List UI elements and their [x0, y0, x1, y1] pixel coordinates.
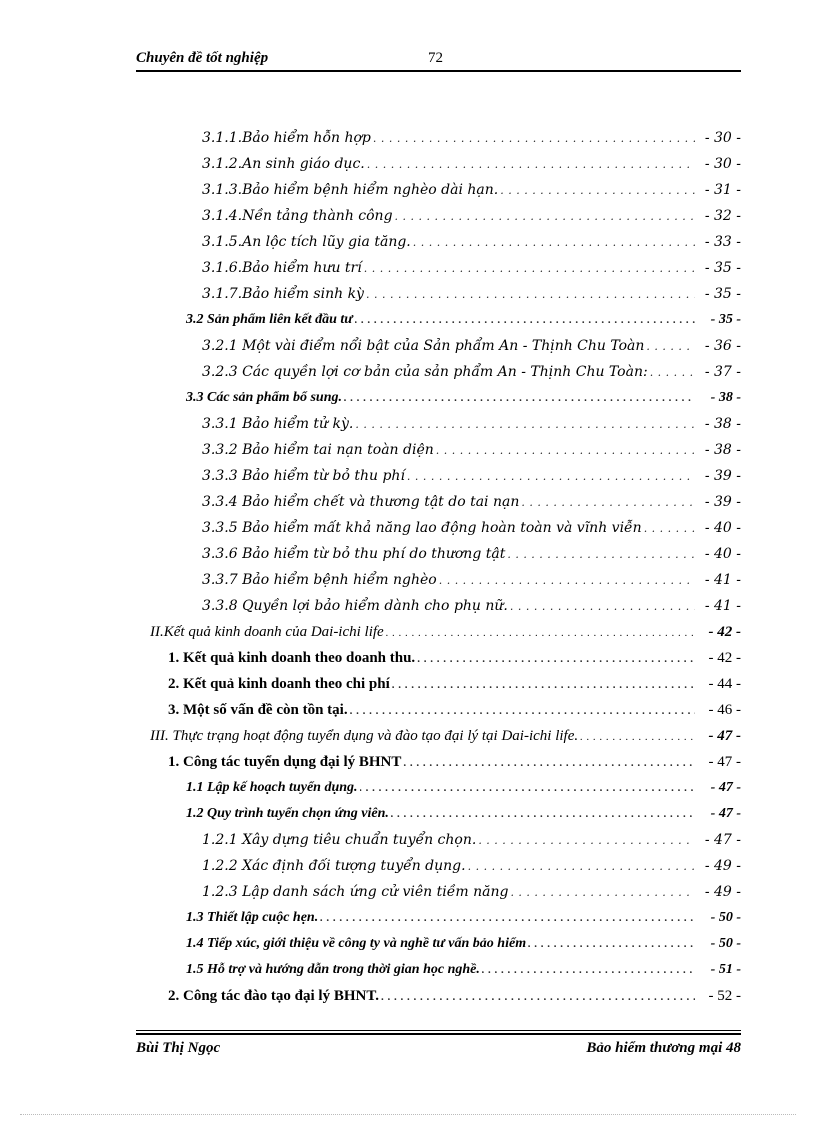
toc-entry-page: - 40 - — [704, 546, 741, 562]
toc-entry[interactable] — [202, 572, 741, 596]
toc-entry[interactable] — [202, 546, 741, 570]
toc-entry-page: - 50 - — [710, 910, 741, 925]
toc-entry[interactable] — [202, 858, 741, 882]
toc-entry-label: Bảo hiểm sinh kỳ — [242, 286, 364, 302]
toc-entry[interactable] — [202, 208, 741, 232]
toc-leader-dots — [436, 444, 695, 457]
toc-entry-label: 1.3 Thiết lập cuộc hẹn. — [186, 910, 319, 925]
toc-leader-dots — [644, 522, 695, 535]
toc-leader-dots — [386, 627, 695, 639]
toc-entry-page: - 51 - — [710, 962, 741, 977]
toc-entry[interactable] — [202, 130, 741, 154]
toc-leader-dots — [468, 860, 695, 873]
toc-leader-dots — [510, 600, 695, 613]
toc-entry[interactable] — [202, 364, 741, 388]
toc-entry-page: - 32 - — [704, 208, 741, 224]
toc-entry-page: - 31 - — [704, 182, 741, 198]
toc-entry-label: Bảo hiểm bệnh hiểm nghèo dài hạn. — [242, 182, 499, 198]
toc-entry[interactable] — [186, 312, 741, 336]
toc-leader-dots — [395, 210, 695, 223]
toc-entry-label: An lộc tích lũy gia tăng. — [242, 234, 411, 250]
toc-entry-label: Bảo hiểm hỗn hợp — [242, 130, 371, 146]
toc-leader-dots — [360, 782, 695, 794]
toc-entry-label: 3.3.4 Bảo hiểm chết và thương tật do tai nạn — [202, 494, 520, 510]
toc-entry-label: 2. Công tác đào tạo đại lý BHNT. — [168, 988, 379, 1004]
toc-entry[interactable] — [202, 442, 741, 466]
toc-leader-dots — [364, 262, 695, 275]
document-title: Chuyên đề tốt nghiệp — [136, 50, 269, 66]
toc-leader-dots — [350, 705, 695, 717]
toc-leader-dots — [417, 653, 695, 665]
toc-entry-label: Kết quả kinh doanh của Dai-ichi life — [163, 624, 384, 640]
toc-entry-page: - 40 - — [704, 520, 741, 536]
toc-entry-label: 1. Công tác tuyển dụng đại lý BHNT — [168, 754, 402, 770]
toc-entry-page: - 35 - — [704, 286, 741, 302]
toc-entry[interactable] — [168, 650, 741, 674]
page-number: 72 — [428, 50, 443, 66]
toc-entry-number: 3.1.2. — [202, 156, 243, 172]
toc-entry-label: Bảo hiểm hưu trí — [242, 260, 362, 276]
toc-leader-dots — [528, 938, 695, 950]
toc-leader-dots — [478, 834, 695, 847]
toc-entry-label: 3.2.3 Các quyền lợi cơ bản của sản phẩm An - Thịnh Chu Toàn: — [202, 364, 648, 380]
toc-leader-dots — [650, 366, 695, 379]
header-rule — [136, 70, 741, 72]
toc-entry-page: - 52 - — [708, 988, 741, 1004]
toc-entry-label: An sinh giáo dục. — [242, 156, 365, 172]
toc-entry-label: 1. Kết quả kinh doanh theo doanh thu. — [168, 650, 416, 666]
toc-entry-page: - 30 - — [704, 130, 741, 146]
toc-entry[interactable] — [202, 416, 741, 440]
toc-entry[interactable] — [202, 234, 741, 258]
toc-entry-page: - 30 - — [704, 156, 741, 172]
toc-entry-number: 3.1.7. — [202, 286, 243, 302]
toc-entry-label: 3.3.6 Bảo hiểm từ bỏ thu phí do thương tật — [202, 546, 506, 562]
toc-entry[interactable] — [186, 962, 741, 986]
toc-entry-label: 3. Một số vấn đề còn tồn tại. — [168, 702, 348, 718]
toc-entry-page: - 47 - — [710, 780, 741, 795]
toc-entry-chapter[interactable] — [150, 728, 741, 752]
toc-entry-page: - 49 - — [704, 884, 741, 900]
page-footer — [136, 1030, 741, 1070]
toc-entry[interactable] — [202, 494, 741, 518]
toc-entry[interactable] — [202, 260, 741, 284]
toc-entry-page: - 44 - — [708, 676, 741, 692]
toc-entry-chapter[interactable] — [150, 624, 741, 648]
toc-entry[interactable] — [202, 520, 741, 544]
toc-entry-page: - 41 - — [704, 572, 741, 588]
toc-leader-dots — [439, 574, 695, 587]
toc-entry-page: - 39 - — [704, 494, 741, 510]
toc-entry-label: 1.2 Quy trình tuyển chọn ứng viên. — [186, 806, 389, 821]
toc-entry-number: 3.1.5. — [202, 234, 243, 250]
toc-leader-dots — [403, 757, 695, 769]
page-header — [136, 46, 741, 74]
toc-entry-page: - 42 - — [708, 650, 741, 666]
toc-leader-dots — [507, 548, 695, 561]
toc-entry-page: - 33 - — [704, 234, 741, 250]
toc-leader-dots — [482, 964, 695, 976]
toc-entry-page: - 38 - — [710, 390, 741, 405]
toc-entry-page: - 41 - — [704, 598, 741, 614]
toc-entry[interactable] — [186, 780, 741, 804]
toc-leader-dots — [344, 392, 695, 404]
toc-entry-label: Nền tảng thành công — [242, 208, 393, 224]
toc-leader-dots — [391, 808, 695, 820]
toc-entry[interactable] — [186, 806, 741, 830]
toc-leader-dots — [413, 236, 695, 249]
toc-entry-page: - 47 - — [710, 806, 741, 821]
toc-leader-dots — [355, 418, 695, 431]
toc-entry[interactable] — [202, 156, 741, 180]
toc-leader-dots — [392, 679, 695, 691]
toc-entry-page: - 47 - — [704, 832, 741, 848]
toc-entry-page: - 39 - — [704, 468, 741, 484]
toc-entry-label: 1.2.1 Xây dựng tiêu chuẩn tuyển chọn. — [202, 832, 477, 848]
toc-entry-label: 3.3.5 Bảo hiểm mất khả năng lao động hoàn toàn và vĩnh viễn — [202, 520, 642, 536]
toc-entry-page: - 47 - — [708, 728, 741, 744]
toc-entry-number: II. — [150, 624, 164, 640]
toc-entry-page: - 49 - — [704, 858, 741, 874]
toc-entry-label: 1.2.3 Lập danh sách ứng cử viên tiềm năng — [202, 884, 509, 900]
page-edge-dots — [20, 1114, 796, 1115]
toc-entry-number: 3.1.4. — [202, 208, 243, 224]
toc-entry-page: - 38 - — [704, 442, 741, 458]
toc-entry-label: 3.3.3 Bảo hiểm từ bỏ thu phí — [202, 468, 405, 484]
class-name: Bảo hiểm thương mại 48 — [586, 1040, 741, 1056]
toc-entry-label: 3.2.1 Một vài điểm nổi bật của Sản phẩm An - Thịnh Chu Toàn — [202, 338, 645, 354]
toc-entry[interactable] — [168, 754, 741, 778]
toc-entry-page: - 46 - — [708, 702, 741, 718]
toc-entry-label: 3.3.1 Bảo hiểm tử kỳ. — [202, 416, 354, 432]
toc-entry[interactable] — [168, 702, 741, 726]
toc-leader-dots — [320, 912, 695, 924]
toc-entry-page: - 35 - — [710, 312, 741, 327]
toc-entry-number: 3.1.6. — [202, 260, 243, 276]
toc-entry[interactable] — [202, 338, 741, 362]
toc-entry-page: - 38 - — [704, 416, 741, 432]
toc-entry-label: 1.4 Tiếp xúc, giới thiệu về công ty và nghề tư vấn bảo hiểm — [186, 936, 527, 951]
toc-entry-label: 1.2.2 Xác định đối tượng tuyển dụng. — [202, 858, 466, 874]
toc-leader-dots — [580, 731, 695, 743]
author-name: Bùi Thị Ngọc — [136, 1040, 221, 1056]
toc-leader-dots — [355, 314, 695, 326]
toc-entry[interactable] — [168, 676, 741, 700]
toc-entry[interactable] — [202, 182, 741, 206]
toc-entry[interactable] — [202, 832, 741, 856]
toc-entry-page: - 37 - — [704, 364, 741, 380]
toc-entry-page: - 35 - — [704, 260, 741, 276]
toc-entry[interactable] — [186, 390, 741, 414]
toc-entry-number: 3.1.3. — [202, 182, 243, 198]
toc-entry-label: 3.3.2 Bảo hiểm tai nạn toàn diện — [202, 442, 434, 458]
toc-entry-label: 1.1 Lập kế hoạch tuyển dụng. — [186, 780, 358, 795]
footer-rule — [136, 1030, 741, 1031]
toc-entry-page: - 50 - — [710, 936, 741, 951]
toc-entry-page: - 47 - — [708, 754, 741, 770]
toc-entry[interactable] — [186, 936, 741, 960]
toc-entry-label: 1.5 Hỗ trợ và hướng dẫn trong thời gian học nghề. — [186, 962, 480, 977]
toc-entry-label: 3.3.8 Quyền lợi bảo hiểm dành cho phụ nữ. — [202, 598, 508, 614]
toc-entry[interactable] — [186, 910, 741, 934]
toc-leader-dots — [500, 184, 695, 197]
toc-entry[interactable] — [202, 884, 741, 908]
toc-entry[interactable] — [202, 468, 741, 492]
toc-leader-dots — [521, 496, 695, 509]
toc-entry-label: III. Thực trạng hoạt động tuyển dụng và đào tạo đại lý tại Dai-ichi life. — [150, 728, 579, 744]
toc-entry-page: - 36 - — [704, 338, 741, 354]
toc-entry-label: 3.2 Sản phẩm liên kết đầu tư — [186, 312, 353, 327]
footer-rule-thick — [136, 1033, 741, 1035]
toc-leader-dots — [373, 132, 695, 145]
toc-leader-dots — [407, 470, 695, 483]
toc-entry-number: 3.1.1. — [202, 130, 243, 146]
toc-leader-dots — [381, 991, 695, 1003]
toc-entry-label: 3.3 Các sản phẩm bổ sung. — [186, 390, 342, 405]
toc-entry[interactable] — [202, 286, 741, 310]
toc-entry-page: - 42 - — [708, 624, 741, 640]
toc-entry-label: 2. Kết quả kinh doanh theo chi phí — [168, 676, 390, 692]
toc-leader-dots — [367, 158, 695, 171]
toc-entry-label: 3.3.7 Bảo hiểm bệnh hiểm nghèo — [202, 572, 437, 588]
toc-leader-dots — [646, 340, 695, 353]
toc-entry[interactable] — [202, 598, 741, 622]
toc-leader-dots — [366, 288, 695, 301]
toc-entry[interactable] — [168, 988, 741, 1012]
toc-leader-dots — [510, 886, 695, 899]
